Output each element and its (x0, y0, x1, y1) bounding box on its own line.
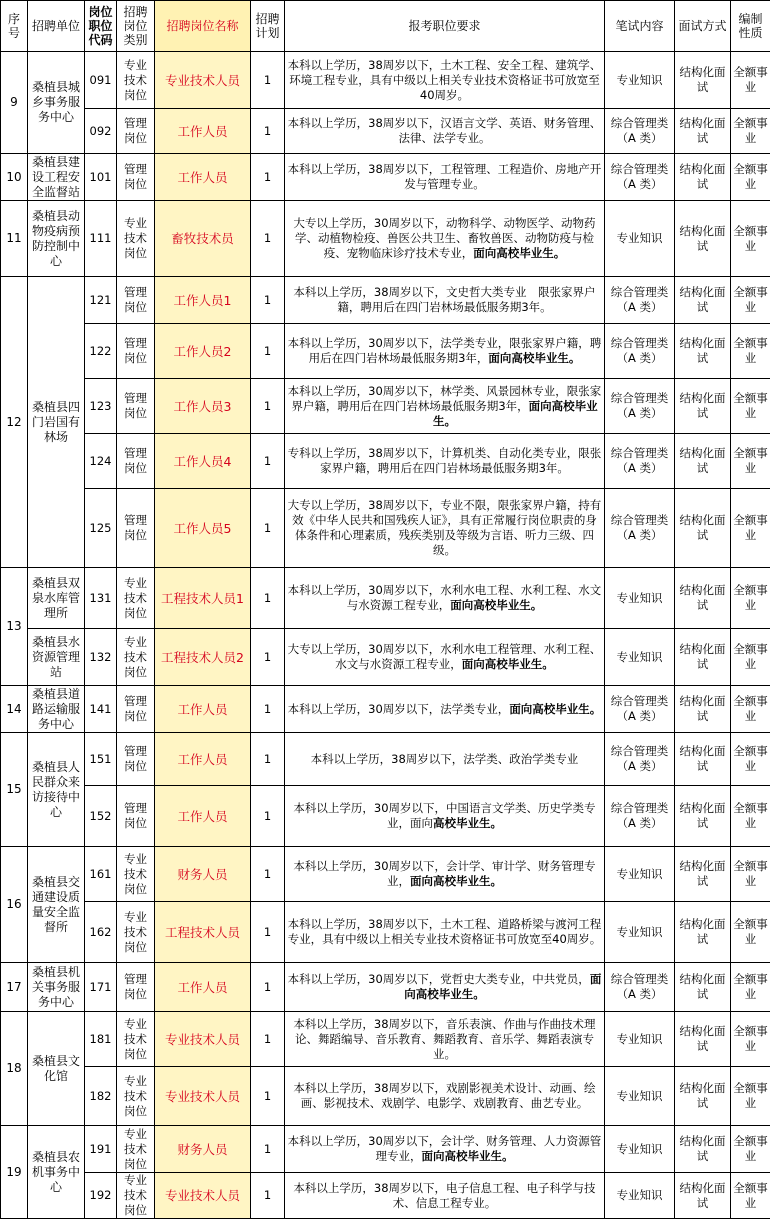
written-test-cell: 综合管理类（A 类） (605, 489, 675, 568)
written-test-cell: 专业知识 (605, 902, 675, 963)
seq-cell: 12 (1, 277, 28, 568)
category-cell: 管理岗位 (117, 489, 155, 568)
requirements-cell (285, 1173, 605, 1219)
code-cell: 101 (85, 154, 117, 201)
interview-cell: 结构化面试 (675, 686, 731, 733)
unit-cell: 桑植县道路运输服务中心 (28, 686, 85, 733)
requirements-bold-text: 面向高校毕业生。 (410, 874, 502, 888)
header-row (1, 1, 770, 52)
header-written-test: 笔试内容 (605, 1, 675, 52)
code-cell: 162 (85, 902, 117, 963)
table-row (1, 847, 770, 902)
requirements-text: 本科以上学历，38周岁以下，文史哲大类专业 限张家界户籍，聘用后在四门岩林场最低服务期3年。 (293, 285, 595, 314)
requirements-text: 本科以上学历，30周岁以下，林学类、风景园林专业，限张家界户籍，聘用后在四门岩林场最低服务期3年， (288, 384, 602, 413)
code-cell: 122 (85, 324, 117, 379)
code-cell: 092 (85, 109, 117, 154)
category-cell: 管理岗位 (117, 786, 155, 847)
position-name-cell: 畜牧技术员 (155, 201, 251, 277)
position-name-cell: 专业技术人员 (155, 1067, 251, 1126)
written-test-cell: 综合管理类（A 类） (605, 109, 675, 154)
requirements-text: 本科以上学历，30周岁以下，党哲史大类专业，中共党员， (288, 972, 590, 986)
written-test-cell: 综合管理类（A 类） (605, 154, 675, 201)
staffing-cell: 全额事业 (731, 324, 770, 379)
position-name-cell: 财务人员 (155, 847, 251, 902)
requirements-bold-text: 面向高校毕业生。 (422, 1149, 514, 1163)
category-cell: 管理岗位 (117, 154, 155, 201)
written-test-cell: 专业知识 (605, 201, 675, 277)
category-cell: 专业技术岗位 (117, 847, 155, 902)
position-name-cell: 工作人员 (155, 963, 251, 1012)
code-cell: 141 (85, 686, 117, 733)
unit-cell: 桑植县水资源管理站 (28, 629, 85, 686)
table-row (1, 434, 770, 489)
category-cell: 管理岗位 (117, 733, 155, 786)
seq-cell: 19 (1, 1126, 28, 1219)
category-cell: 专业技术岗位 (117, 52, 155, 109)
written-test-cell: 专业知识 (605, 1126, 675, 1173)
position-name-cell: 工程技术人员 (155, 902, 251, 963)
interview-cell: 结构化面试 (675, 733, 731, 786)
code-cell: 192 (85, 1173, 117, 1219)
requirements-cell (285, 324, 605, 379)
seq-cell: 9 (1, 52, 28, 154)
interview-cell: 结构化面试 (675, 379, 731, 434)
staffing-cell: 全额事业 (731, 786, 770, 847)
unit-cell: 桑植县动物疫病预防控制中心 (28, 201, 85, 277)
written-test-cell: 专业知识 (605, 1173, 675, 1219)
written-test-cell: 专业知识 (605, 1067, 675, 1126)
category-cell: 专业技术岗位 (117, 1067, 155, 1126)
requirements-bold-text: 面向高校毕业生。 (450, 598, 542, 612)
written-test-cell: 综合管理类（A 类） (605, 786, 675, 847)
unit-cell: 桑植县农机事务中心 (28, 1126, 85, 1219)
code-cell: 131 (85, 568, 117, 629)
interview-cell: 结构化面试 (675, 1067, 731, 1126)
staffing-cell: 全额事业 (731, 379, 770, 434)
category-cell: 专业技术岗位 (117, 902, 155, 963)
requirements-text: 本科以上学历，30周岁以下，法学类专业， (288, 702, 510, 716)
written-test-cell: 专业知识 (605, 52, 675, 109)
code-cell: 132 (85, 629, 117, 686)
written-test-cell: 综合管理类（A 类） (605, 963, 675, 1012)
requirements-text: 本科以上学历，38周岁以下，工程管理、工程造价、房地产开发与管理专业。 (288, 162, 602, 191)
header-interview: 面试方式 (675, 1, 731, 52)
staffing-cell: 全额事业 (731, 1067, 770, 1126)
staffing-cell: 全额事业 (731, 902, 770, 963)
table-row (1, 568, 770, 629)
position-name-cell: 工作人员 (155, 786, 251, 847)
interview-cell: 结构化面试 (675, 847, 731, 902)
requirements-text: 本科以上学历，38周岁以下，土木工程、安全工程、建筑学、环境工程专业，具有中级以上相关专业技术资格证书可放宽至40周岁。 (288, 58, 602, 102)
position-name-cell: 专业技术人员 (155, 1173, 251, 1219)
plan-cell: 1 (251, 902, 285, 963)
requirements-text: 本科以上学历，38周岁以下，音乐表演、作曲与作曲技术理论、舞蹈编导、音乐教育、舞蹈教育、音乐学、舞蹈表演专业。 (293, 1017, 595, 1061)
interview-cell: 结构化面试 (675, 489, 731, 568)
unit-cell: 桑植县四门岩国有林场 (28, 277, 85, 568)
requirements-cell (285, 1067, 605, 1126)
requirements-text: 本科以上学历，30周岁以下，会计学、审计学、财务管理专业， (293, 859, 595, 888)
unit-cell: 桑植县建设工程安全监督站 (28, 154, 85, 201)
position-name-cell: 工作人员 (155, 154, 251, 201)
table-row (1, 277, 770, 324)
position-name-cell: 工作人员5 (155, 489, 251, 568)
requirements-text: 本科以上学历，30周岁以下，法学类专业，限张家界户籍，聘用后在四门岩林场最低服务期3年， (288, 336, 602, 365)
header-position-name: 招聘岗位名称 (155, 1, 251, 52)
position-name-cell: 工程技术人员1 (155, 568, 251, 629)
interview-cell: 结构化面试 (675, 52, 731, 109)
plan-cell: 1 (251, 847, 285, 902)
requirements-text: 本科以上学历，30周岁以下，会计学、财务管理、人力资源管理专业， (288, 1134, 602, 1163)
plan-cell: 1 (251, 963, 285, 1012)
requirements-cell (285, 109, 605, 154)
written-test-cell: 综合管理类（A 类） (605, 733, 675, 786)
requirements-text: 大专以上学历，38周岁以下，专业不限，限张家界户籍，持有效《中华人民共和国残疾人证》，具有正常履行岗位职责的身体条件和心理素质，残疾类别及等级为言语、听力三级、四级。 (288, 498, 602, 557)
plan-cell: 1 (251, 489, 285, 568)
table-row (1, 324, 770, 379)
code-cell: 125 (85, 489, 117, 568)
plan-cell: 1 (251, 154, 285, 201)
written-test-cell: 专业知识 (605, 629, 675, 686)
staffing-cell: 全额事业 (731, 1012, 770, 1067)
code-cell: 151 (85, 733, 117, 786)
table-row (1, 733, 770, 786)
unit-cell: 桑植县人民群众来访接待中心 (28, 733, 85, 847)
interview-cell: 结构化面试 (675, 201, 731, 277)
staffing-cell: 全额事业 (731, 629, 770, 686)
requirements-bold-text: 面向高校毕业生。 (473, 246, 565, 260)
interview-cell: 结构化面试 (675, 902, 731, 963)
plan-cell: 1 (251, 1126, 285, 1173)
requirements-text: 本科以上学历，30周岁以下，水利水电工程、水利工程、水文与水资源工程专业， (288, 583, 602, 612)
position-name-cell: 专业技术人员 (155, 52, 251, 109)
requirements-cell (285, 847, 605, 902)
plan-cell: 1 (251, 379, 285, 434)
requirements-cell (285, 1012, 605, 1067)
position-name-cell: 工作人员 (155, 686, 251, 733)
written-test-cell: 专业知识 (605, 1012, 675, 1067)
code-cell: 124 (85, 434, 117, 489)
category-cell: 管理岗位 (117, 686, 155, 733)
interview-cell: 结构化面试 (675, 277, 731, 324)
written-test-cell: 专业知识 (605, 847, 675, 902)
plan-cell: 1 (251, 1067, 285, 1126)
code-cell: 111 (85, 201, 117, 277)
staffing-cell: 全额事业 (731, 201, 770, 277)
code-cell: 121 (85, 277, 117, 324)
table-row (1, 902, 770, 963)
category-cell: 管理岗位 (117, 109, 155, 154)
position-name-cell: 工作人员4 (155, 434, 251, 489)
requirements-cell (285, 963, 605, 1012)
category-cell: 管理岗位 (117, 379, 155, 434)
requirements-cell (285, 277, 605, 324)
position-name-cell: 工作人员1 (155, 277, 251, 324)
plan-cell: 1 (251, 434, 285, 489)
requirements-cell (285, 686, 605, 733)
interview-cell: 结构化面试 (675, 1173, 731, 1219)
plan-cell: 1 (251, 1012, 285, 1067)
interview-cell: 结构化面试 (675, 786, 731, 847)
table-row (1, 109, 770, 154)
requirements-cell (285, 489, 605, 568)
staffing-cell: 全额事业 (731, 1173, 770, 1219)
requirements-text: 大专以上学历，30周岁以下，水利水电工程管理、水利工程、水文与水资源工程专业， (288, 642, 602, 671)
position-name-cell: 工作人员3 (155, 379, 251, 434)
seq-cell: 16 (1, 847, 28, 963)
category-cell: 专业技术岗位 (117, 629, 155, 686)
table-row (1, 786, 770, 847)
interview-cell: 结构化面试 (675, 1012, 731, 1067)
position-name-cell: 专业技术人员 (155, 1012, 251, 1067)
requirements-cell (285, 902, 605, 963)
interview-cell: 结构化面试 (675, 434, 731, 489)
code-cell: 181 (85, 1012, 117, 1067)
position-name-cell: 工作人员2 (155, 324, 251, 379)
requirements-bold-text: 高校毕业生。 (433, 816, 502, 830)
header-plan: 招聘计划 (251, 1, 285, 52)
category-cell: 管理岗位 (117, 963, 155, 1012)
seq-cell: 14 (1, 686, 28, 733)
table-row (1, 154, 770, 201)
category-cell: 专业技术岗位 (117, 568, 155, 629)
requirements-bold-text: 面向高校毕业生。 (462, 657, 554, 671)
header-requirements: 报考职位要求 (285, 1, 605, 52)
seq-cell: 13 (1, 568, 28, 686)
interview-cell: 结构化面试 (675, 324, 731, 379)
requirements-cell (285, 434, 605, 489)
requirements-cell (285, 201, 605, 277)
interview-cell: 结构化面试 (675, 629, 731, 686)
unit-cell: 桑植县双泉水库管理所 (28, 568, 85, 629)
table-row (1, 1126, 770, 1173)
table-row (1, 1012, 770, 1067)
written-test-cell: 综合管理类（A 类） (605, 324, 675, 379)
category-cell: 管理岗位 (117, 324, 155, 379)
written-test-cell: 综合管理类（A 类） (605, 686, 675, 733)
code-cell: 191 (85, 1126, 117, 1173)
written-test-cell: 综合管理类（A 类） (605, 277, 675, 324)
category-cell: 专业技术岗位 (117, 1173, 155, 1219)
plan-cell: 1 (251, 1173, 285, 1219)
staffing-cell: 全额事业 (731, 109, 770, 154)
requirements-text: 大专以上学历，30周岁以下，动物科学、动物医学、动物药学、动植物检疫、兽医公共卫生、畜牧兽医、动物防疫与检疫、宠物临床诊疗技术专业， (293, 216, 595, 260)
plan-cell: 1 (251, 629, 285, 686)
seq-cell: 11 (1, 201, 28, 277)
table-row (1, 1067, 770, 1126)
staffing-cell: 全额事业 (731, 1126, 770, 1173)
header-category: 招聘岗位类别 (117, 1, 155, 52)
plan-cell: 1 (251, 201, 285, 277)
position-name-cell: 财务人员 (155, 1126, 251, 1173)
unit-cell: 桑植县交通建设质量安全监督所 (28, 847, 85, 963)
code-cell: 123 (85, 379, 117, 434)
table-row (1, 52, 770, 109)
category-cell: 管理岗位 (117, 277, 155, 324)
header-unit: 招聘单位 (28, 1, 85, 52)
table-row (1, 1173, 770, 1219)
seq-cell: 10 (1, 154, 28, 201)
interview-cell: 结构化面试 (675, 1126, 731, 1173)
category-cell: 专业技术岗位 (117, 1126, 155, 1173)
table-row (1, 686, 770, 733)
requirements-text: 本科以上学历，38周岁以下，电子信息工程、电子科学与技术、信息工程专业。 (293, 1181, 595, 1210)
staffing-cell: 全额事业 (731, 963, 770, 1012)
staffing-cell: 全额事业 (731, 686, 770, 733)
seq-cell: 17 (1, 963, 28, 1012)
plan-cell: 1 (251, 733, 285, 786)
requirements-cell (285, 154, 605, 201)
table-row (1, 489, 770, 568)
requirements-cell (285, 379, 605, 434)
header-staffing: 编制性质 (731, 1, 770, 52)
written-test-cell: 综合管理类（A 类） (605, 379, 675, 434)
interview-cell: 结构化面试 (675, 568, 731, 629)
staffing-cell: 全额事业 (731, 568, 770, 629)
plan-cell: 1 (251, 568, 285, 629)
unit-cell: 桑植县文化馆 (28, 1012, 85, 1126)
staffing-cell: 全额事业 (731, 154, 770, 201)
requirements-text: 本科以上学历，38周岁以下，汉语言文学、英语、财务管理、法律、法学专业。 (288, 116, 602, 145)
category-cell: 专业技术岗位 (117, 201, 155, 277)
table-row (1, 963, 770, 1012)
staffing-cell: 全额事业 (731, 489, 770, 568)
requirements-text: 专科以上学历，38周岁以下，计算机类、自动化类专业，限张家界户籍，聘用后在四门岩林场最低服务期3年。 (288, 446, 602, 475)
seq-cell: 18 (1, 1012, 28, 1126)
staffing-cell: 全额事业 (731, 733, 770, 786)
table-row (1, 201, 770, 277)
unit-cell: 桑植县城乡事务服务中心 (28, 52, 85, 154)
code-cell: 091 (85, 52, 117, 109)
plan-cell: 1 (251, 277, 285, 324)
table-row (1, 379, 770, 434)
requirements-cell (285, 629, 605, 686)
requirements-cell (285, 568, 605, 629)
position-name-cell: 工作人员 (155, 109, 251, 154)
plan-cell: 1 (251, 686, 285, 733)
code-cell: 182 (85, 1067, 117, 1126)
code-cell: 161 (85, 847, 117, 902)
staffing-cell: 全额事业 (731, 434, 770, 489)
requirements-cell (285, 786, 605, 847)
requirements-text: 本科以上学历，38周岁以下，戏剧影视美术设计、动画、绘画、影视技术、戏剧学、电影学、戏剧教育、曲艺专业。 (293, 1081, 595, 1110)
requirements-text: 本科以上学历，38周岁以下，土木工程、道路桥梁与渡河工程专业，具有中级以上相关专业技术资格证书可放宽至40周岁。 (288, 917, 602, 946)
category-cell: 专业技术岗位 (117, 1012, 155, 1067)
requirements-cell (285, 52, 605, 109)
requirements-bold-text: 面向高校毕业生。 (433, 399, 598, 428)
interview-cell: 结构化面试 (675, 154, 731, 201)
seq-cell: 15 (1, 733, 28, 847)
requirements-bold-text: 面向高校毕业生。 (488, 351, 580, 365)
interview-cell: 结构化面试 (675, 109, 731, 154)
plan-cell: 1 (251, 109, 285, 154)
table-row (1, 629, 770, 686)
requirements-text: 本科以上学历，30周岁以下，中国语言文学类、历史学类专业，面向 (293, 801, 595, 830)
requirements-cell (285, 1126, 605, 1173)
requirements-bold-text: 面向高校毕业生。 (404, 972, 601, 1001)
plan-cell: 1 (251, 324, 285, 379)
written-test-cell: 专业知识 (605, 568, 675, 629)
requirements-bold-text: 面向高校毕业生。 (509, 702, 601, 716)
requirements-cell (285, 733, 605, 786)
code-cell: 152 (85, 786, 117, 847)
staffing-cell: 全额事业 (731, 277, 770, 324)
written-test-cell: 综合管理类（A 类） (605, 434, 675, 489)
position-name-cell: 工程技术人员2 (155, 629, 251, 686)
plan-cell: 1 (251, 52, 285, 109)
header-code: 岗位职位代码 (85, 1, 117, 52)
staffing-cell: 全额事业 (731, 847, 770, 902)
category-cell: 管理岗位 (117, 434, 155, 489)
requirements-text: 本科以上学历，38周岁以下，法学类、政治学类专业 (311, 752, 579, 766)
staffing-cell: 全额事业 (731, 52, 770, 109)
plan-cell: 1 (251, 786, 285, 847)
code-cell: 171 (85, 963, 117, 1012)
interview-cell: 结构化面试 (675, 963, 731, 1012)
position-name-cell: 工作人员 (155, 733, 251, 786)
header-seq: 序号 (1, 1, 28, 52)
unit-cell: 桑植县机关事务服务中心 (28, 963, 85, 1012)
